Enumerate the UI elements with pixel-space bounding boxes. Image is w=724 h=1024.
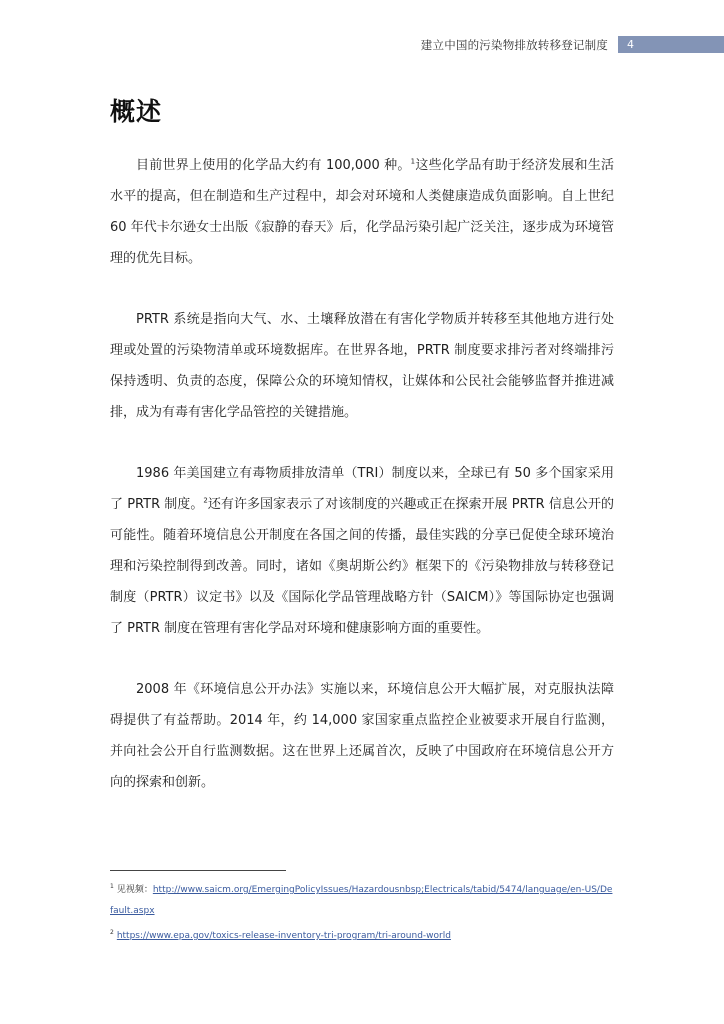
section-heading: 概述 [110,97,163,126]
footnote-link[interactable]: http://www.saicm.org/EmergingPolicyIssues/Hazardousnbsp;Electricals/tabid/5474/language/en-US/Default.aspx [110,885,613,916]
paragraph: PRTR 系统是指向大气、水、土壤释放潜在有害化学物质并转移至其他地方进行处理或处置的污染物清单或环境数据库。在世界各地，PRTR 制度要求排污者对终端排污保持透明、负责的态度，保障公众的环境知情权，让媒体和公民社会能够监督并推进减排，成为有毒有害化学品管控的关键措施。 [110,312,614,420]
body-text [110,150,614,828]
paragraph: 2008 年《环境信息公开办法》实施以来，环境信息公开大幅扩展，对克服执法障碍提供了有益帮助。2014 年，约 14,000 家国家重点监控企业被要求开展自行监测，并向社会公开自行监测数据。这在世界上还属首次，反映了中国政府在环境信息公开方向的探索和创新。 [110,682,614,790]
footnote-label: 见视频： [116,885,153,895]
page-number-badge: 4 [618,36,724,53]
footnote: $^1$ 见视频：http://www.saicm.org/EmergingPolicyIssues/Hazardousnbsp;Electricals/tabid/5474/language/en-US/Default.aspx [110,883,613,916]
paragraph: 1986 年美国建立有毒物质排放清单（TRI）制度以来，全球已有 50 多个国家采用了 PRTR 制度。$^2$还有许多国家表示了对该制度的兴趣或正在探索开展 PRTR 信息公开的可能性。随着环境信息公开制度在各国之间的传播，最佳实践的分享已促使全球环境治理和污染控制得到改善。同时，诸如《奥胡斯公约》框架下的《污染物排放与转移登记制度（PRTR）议定书》以及《国际化学品管理战略方针（SAICM）》等国际协定也强调了 PRTR 制度在管理有害化学品对环境和健康影响方面的重要性。 [110,466,614,636]
footnote: $^2$ https://www.epa.gov/toxics-release-inventory-tri-program/tri-around-world [110,929,451,941]
footnote-link[interactable]: https://www.epa.gov/toxics-release-inventory-tri-program/tri-around-world [116,931,451,941]
paragraph: 目前世界上使用的化学品大约有 100,000 种。$^1$这些化学品有助于经济发展和生活水平的提高，但在制造和生产过程中，却会对环境和人类健康造成负面影响。自上世纪 60 年代卡尔逊女士出版《寂静的春天》后，化学品污染引起广泛关注，逐步成为环境管理的优先目标。 [110,157,614,266]
footnotes [110,876,614,947]
footnote-divider [110,870,286,871]
footnote-ref[interactable]: 1 [410,157,416,166]
running-header [421,36,724,53]
footnote-ref[interactable]: 2 [203,496,208,505]
header-title: 建立中国的污染物排放转移登记制度 [420,37,608,52]
